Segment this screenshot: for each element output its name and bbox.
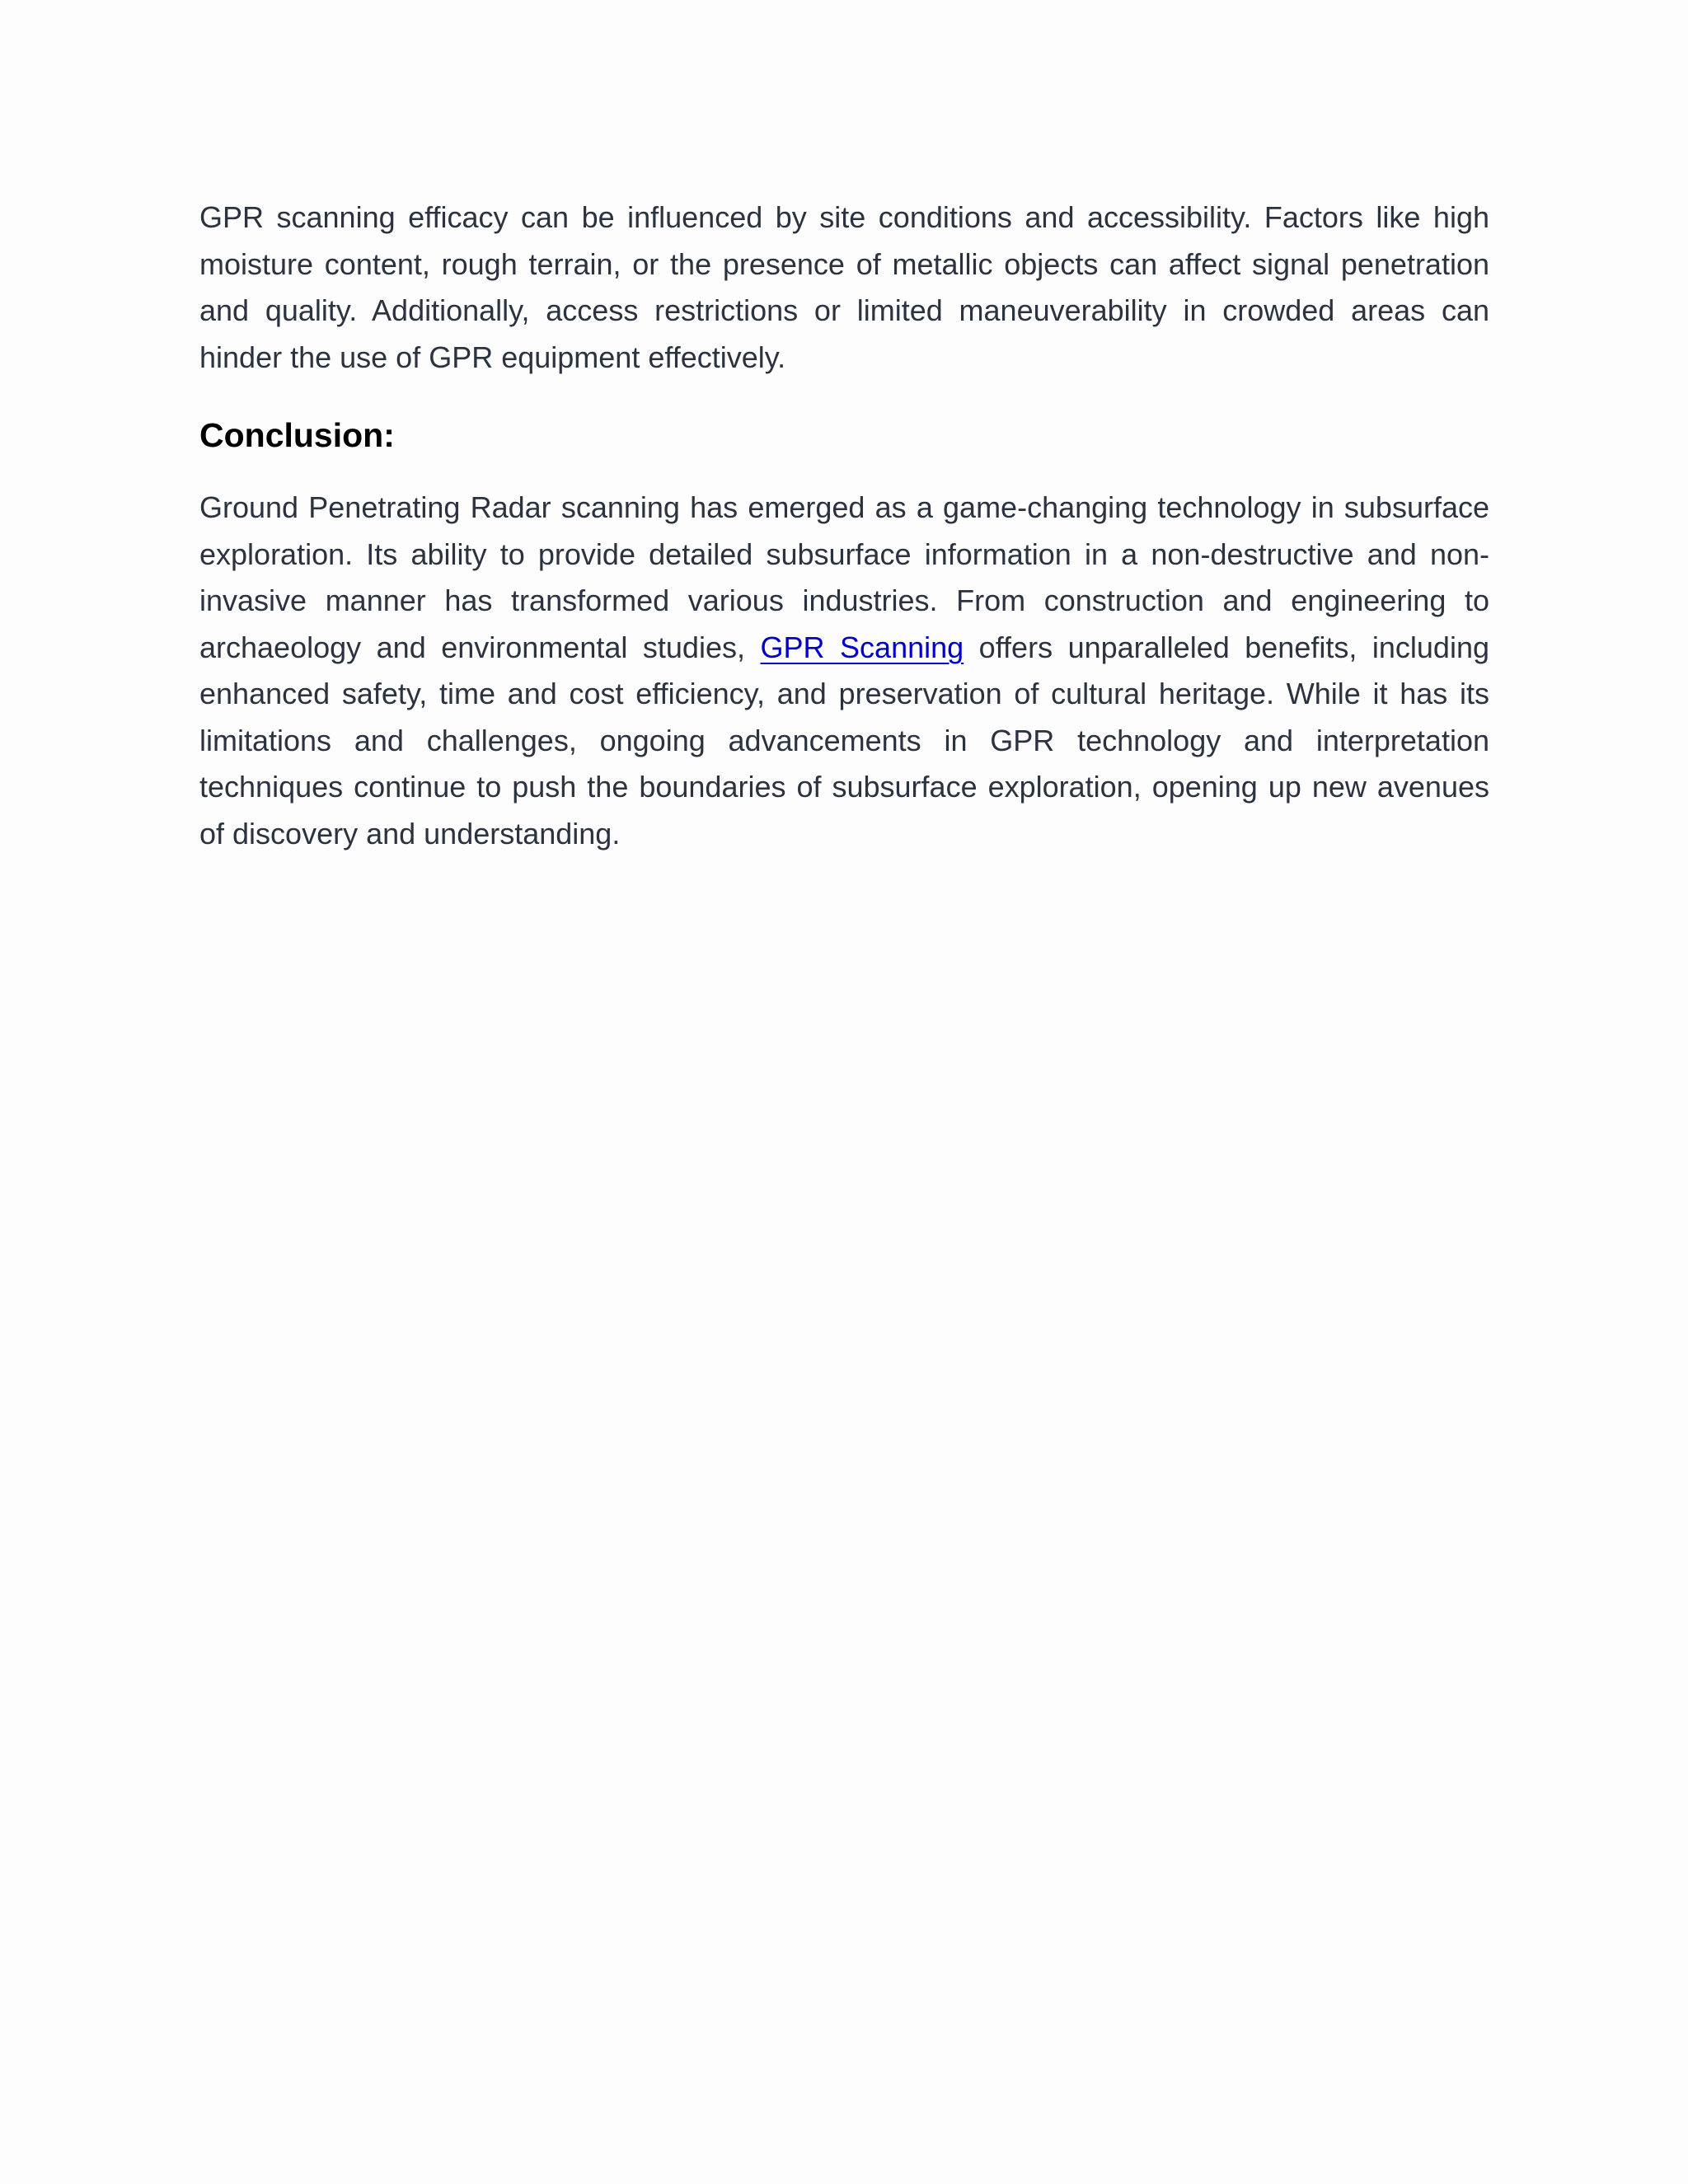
- gpr-scanning-link[interactable]: GPR Scanning: [760, 630, 964, 664]
- document-content: [199, 194, 1489, 857]
- conclusion-text-after-link: offers unparalleled benefits, including enhanced safety, time and cost efficiency, and preservation of cultural heritage. While it has its limitations and challenges, ongoing advancements in GPR technology and interpretation techniques continue to push the boundaries of subsurface exploration, opening up new avenues of discovery and understanding.: [199, 630, 1489, 851]
- conclusion-heading: Conclusion:: [199, 416, 395, 454]
- paragraph-site-conditions: GPR scanning efficacy can be influenced by site conditions and accessibility. Factors like high moisture content, rough terrain, or the presence of metallic objects can affect signal penetration and quality. Additionally, access restrictions or limited maneuverability in crowded areas can hinder the use of GPR equipment effectively.: [199, 200, 1489, 374]
- conclusion-text-before-link: Ground Penetrating Radar scanning has emerged as a game-changing technology in subsurface exploration. Its ability to provide detailed subsurface information in a non-destructive and non-invasive manner has transformed various industries. From construction and engineering to archaeology and environmental studies,: [199, 490, 1489, 664]
- paragraph-conclusion: [199, 485, 1489, 857]
